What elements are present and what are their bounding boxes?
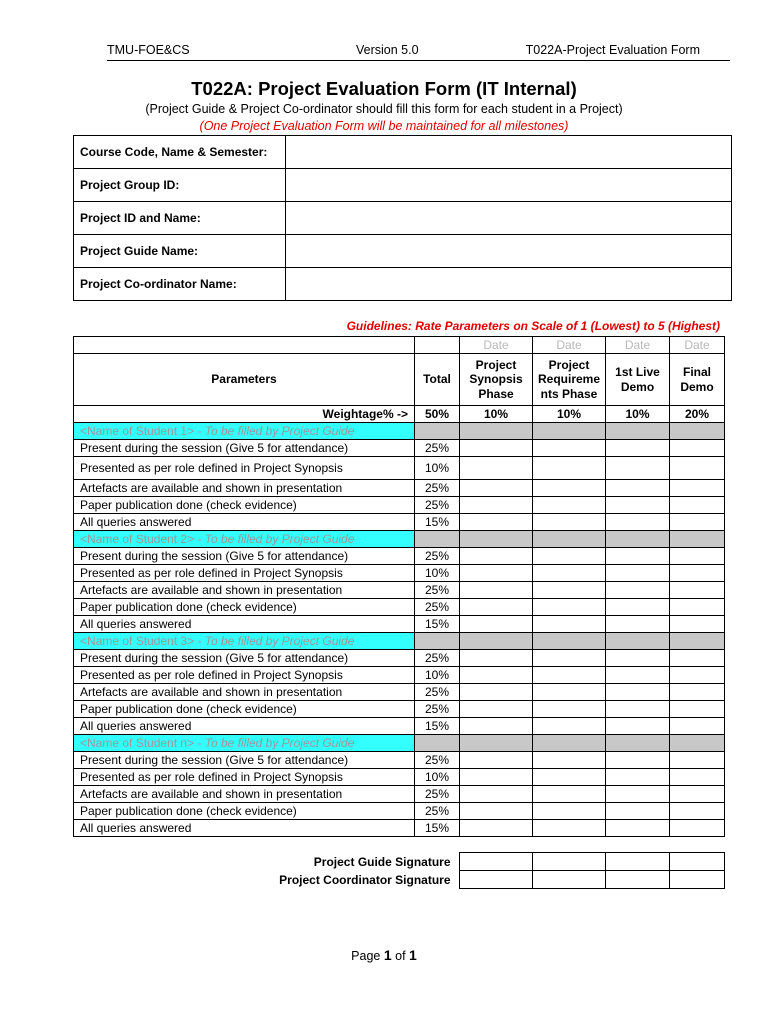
- student-gray-cell: [460, 735, 533, 752]
- parameter-label: Artefacts are available and shown in presentation: [74, 786, 415, 803]
- blank-cell: [725, 582, 754, 599]
- parameter-total: 25%: [415, 548, 460, 565]
- student-gray-cell: [460, 633, 533, 650]
- score-cell[interactable]: [606, 786, 670, 803]
- score-cell[interactable]: [460, 803, 533, 820]
- score-cell[interactable]: [533, 599, 606, 616]
- score-cell[interactable]: [533, 548, 606, 565]
- score-cell[interactable]: [606, 701, 670, 718]
- evaluation-table: [73, 336, 754, 837]
- signature-cell[interactable]: [669, 853, 724, 871]
- score-cell[interactable]: [606, 497, 670, 514]
- parameter-total: 10%: [415, 769, 460, 786]
- blank-cell: [725, 786, 754, 803]
- score-cell[interactable]: [533, 820, 606, 837]
- parameters-header: Parameters: [74, 354, 415, 406]
- score-cell[interactable]: [460, 684, 533, 701]
- score-cell[interactable]: [533, 769, 606, 786]
- score-cell[interactable]: [606, 616, 670, 633]
- student-gray-cell: [533, 423, 606, 440]
- parameter-row: [74, 497, 754, 514]
- parameter-row: [74, 803, 754, 820]
- student-gray-cell: [606, 633, 670, 650]
- score-cell[interactable]: [533, 582, 606, 599]
- blank-cell: [725, 633, 754, 650]
- score-cell[interactable]: [460, 565, 533, 582]
- score-cell[interactable]: [606, 514, 670, 531]
- parameter-total: 25%: [415, 582, 460, 599]
- info-label: Project Group ID:: [74, 169, 286, 202]
- parameter-total: 15%: [415, 718, 460, 735]
- score-cell[interactable]: [606, 599, 670, 616]
- phase-header: Project Synopsis Phase: [460, 354, 533, 406]
- blank-cell: [725, 718, 754, 735]
- student-gray-cell: [606, 531, 670, 548]
- score-cell[interactable]: [533, 457, 606, 480]
- student-gray-cell: [670, 735, 725, 752]
- signature-cell[interactable]: [459, 871, 532, 889]
- score-cell[interactable]: [670, 701, 725, 718]
- score-cell[interactable]: [670, 769, 725, 786]
- parameter-label: Artefacts are available and shown in presentation: [74, 582, 415, 599]
- blank-cell: [725, 337, 754, 354]
- score-cell[interactable]: [670, 718, 725, 735]
- blank-cell: [725, 423, 754, 440]
- parameter-label: Present during the session (Give 5 for attendance): [74, 650, 415, 667]
- signature-cell[interactable]: [669, 871, 724, 889]
- student-name-cell[interactable]: [74, 735, 415, 752]
- student-row: [74, 735, 754, 752]
- weightage-value: 10%: [606, 406, 670, 423]
- parameter-label: All queries answered: [74, 616, 415, 633]
- student-gray-cell: [460, 531, 533, 548]
- signature-cell[interactable]: [532, 853, 605, 871]
- blank-cell: [725, 803, 754, 820]
- score-cell[interactable]: [606, 582, 670, 599]
- student-gray-cell: [460, 423, 533, 440]
- weightage-value: 20%: [670, 406, 725, 423]
- score-cell[interactable]: [533, 440, 606, 457]
- footer-page-word: Page: [351, 949, 381, 963]
- parameter-total: 25%: [415, 650, 460, 667]
- parameter-row: [74, 684, 754, 701]
- parameter-label: Paper publication done (check evidence): [74, 599, 415, 616]
- score-cell[interactable]: [670, 457, 725, 480]
- signature-cell[interactable]: [532, 871, 605, 889]
- score-cell[interactable]: [533, 752, 606, 769]
- parameter-label: Presented as per role defined in Project Synopsis: [74, 667, 415, 684]
- parameter-row: [74, 701, 754, 718]
- parameter-total: 15%: [415, 820, 460, 837]
- parameter-row: [74, 667, 754, 684]
- date-cell[interactable]: Date: [606, 337, 670, 354]
- score-cell[interactable]: [533, 667, 606, 684]
- score-cell[interactable]: [460, 718, 533, 735]
- student-gray-cell: [533, 531, 606, 548]
- score-cell[interactable]: [460, 701, 533, 718]
- parameter-total: 10%: [415, 667, 460, 684]
- blank-cell: [725, 531, 754, 548]
- score-cell[interactable]: [533, 616, 606, 633]
- score-cell[interactable]: [670, 514, 725, 531]
- parameter-row: [74, 457, 754, 480]
- student-name: <Name of Student n>: [80, 736, 195, 750]
- info-value-field[interactable]: [286, 268, 732, 301]
- student-gray-cell: [415, 735, 460, 752]
- score-cell[interactable]: [606, 457, 670, 480]
- blank-cell: [725, 650, 754, 667]
- parameter-total: 25%: [415, 480, 460, 497]
- form-title: T022A: Project Evaluation Form (IT Internal): [191, 78, 577, 99]
- blank-cell: [725, 406, 754, 423]
- score-cell[interactable]: [670, 582, 725, 599]
- score-cell[interactable]: [670, 616, 725, 633]
- header-right: T022A-Project Evaluation Form: [525, 43, 700, 57]
- score-cell[interactable]: [606, 769, 670, 786]
- student-gray-cell: [606, 735, 670, 752]
- score-cell[interactable]: [533, 803, 606, 820]
- signature-cell[interactable]: [605, 871, 669, 889]
- student-name: <Name of Student 3>: [80, 634, 195, 648]
- score-cell[interactable]: [670, 497, 725, 514]
- info-value-field[interactable]: [286, 235, 732, 268]
- score-cell[interactable]: [460, 616, 533, 633]
- blank-cell: [725, 616, 754, 633]
- student-row: [74, 531, 754, 548]
- score-cell[interactable]: [460, 497, 533, 514]
- blank-cell: [725, 497, 754, 514]
- score-cell[interactable]: [460, 457, 533, 480]
- score-cell[interactable]: [460, 599, 533, 616]
- info-value-field[interactable]: [286, 202, 732, 235]
- form-subtitle-note: (One Project Evaluation Form will be maintained for all milestones): [199, 119, 569, 133]
- parameter-total: 15%: [415, 514, 460, 531]
- parameter-label: Present during the session (Give 5 for attendance): [74, 548, 415, 565]
- score-cell[interactable]: [670, 565, 725, 582]
- info-row: [74, 169, 732, 202]
- parameter-label: Paper publication done (check evidence): [74, 803, 415, 820]
- parameter-label: Present during the session (Give 5 for attendance): [74, 440, 415, 457]
- blank-cell: [725, 480, 754, 497]
- score-cell[interactable]: [670, 548, 725, 565]
- parameter-label: Paper publication done (check evidence): [74, 497, 415, 514]
- score-cell[interactable]: [460, 786, 533, 803]
- score-cell[interactable]: [606, 548, 670, 565]
- student-note: - To be filled by Project Guide: [194, 424, 355, 438]
- info-label: Project ID and Name:: [74, 202, 286, 235]
- info-row: [74, 202, 732, 235]
- footer-current-page: 1: [383, 947, 392, 963]
- blank-cell: [725, 514, 754, 531]
- empty-cell: [74, 337, 415, 354]
- parameter-total: 25%: [415, 497, 460, 514]
- weightage-value: 10%: [460, 406, 533, 423]
- parameter-label: All queries answered: [74, 718, 415, 735]
- score-cell[interactable]: [460, 548, 533, 565]
- parameter-total: 25%: [415, 599, 460, 616]
- score-cell[interactable]: [533, 497, 606, 514]
- score-cell[interactable]: [533, 650, 606, 667]
- blank-cell: [725, 820, 754, 837]
- phase-header: 1st Live Demo: [606, 354, 670, 406]
- score-cell[interactable]: [533, 514, 606, 531]
- parameter-total: 15%: [415, 616, 460, 633]
- blank-cell: [725, 440, 754, 457]
- info-value-field[interactable]: [286, 136, 732, 169]
- blank-cell: [725, 667, 754, 684]
- project-info-table: [73, 135, 732, 301]
- info-value-field[interactable]: [286, 169, 732, 202]
- parameter-row: [74, 752, 754, 769]
- phase-header: Project Requireme nts Phase: [533, 354, 606, 406]
- header-left: TMU-FOE&CS: [107, 43, 190, 57]
- guidelines-text: Guidelines: Rate Parameters on Scale of 1 (Lowest) to 5 (Highest): [346, 319, 720, 333]
- student-gray-cell: [533, 633, 606, 650]
- score-cell[interactable]: [460, 480, 533, 497]
- date-cell[interactable]: Date: [460, 337, 533, 354]
- score-cell[interactable]: [460, 514, 533, 531]
- student-name: <Name of Student 2>: [80, 532, 195, 546]
- student-gray-cell: [606, 423, 670, 440]
- score-cell[interactable]: [606, 820, 670, 837]
- date-cell[interactable]: Date: [670, 337, 725, 354]
- score-cell[interactable]: [606, 667, 670, 684]
- score-cell[interactable]: [670, 599, 725, 616]
- student-gray-cell: [415, 531, 460, 548]
- signature-cell[interactable]: [459, 853, 532, 871]
- parameter-label: Presented as per role defined in Project Synopsis: [74, 565, 415, 582]
- score-cell[interactable]: [670, 667, 725, 684]
- score-cell[interactable]: [460, 769, 533, 786]
- score-cell[interactable]: [606, 752, 670, 769]
- student-gray-cell: [415, 633, 460, 650]
- score-cell[interactable]: [670, 440, 725, 457]
- student-row: [74, 633, 754, 650]
- student-gray-cell: [670, 531, 725, 548]
- parameter-row: [74, 718, 754, 735]
- phase-header: Final Demo: [670, 354, 725, 406]
- student-note: - To be filled by Project Guide: [194, 634, 355, 648]
- blank-cell: [725, 565, 754, 582]
- score-cell[interactable]: [606, 718, 670, 735]
- parameter-row: [74, 820, 754, 837]
- date-cell[interactable]: Date: [533, 337, 606, 354]
- form-subtitle: (Project Guide & Project Co-ordinator should fill this form for each student in a Project): [145, 102, 623, 116]
- student-gray-cell: [670, 423, 725, 440]
- score-cell[interactable]: [606, 480, 670, 497]
- parameter-label: All queries answered: [74, 514, 415, 531]
- parameter-label: Artefacts are available and shown in presentation: [74, 684, 415, 701]
- score-cell[interactable]: [460, 667, 533, 684]
- parameter-total: 25%: [415, 752, 460, 769]
- parameter-row: [74, 599, 754, 616]
- score-cell[interactable]: [460, 650, 533, 667]
- score-cell[interactable]: [533, 786, 606, 803]
- info-label: Project Guide Name:: [74, 235, 286, 268]
- parameter-total: 25%: [415, 701, 460, 718]
- weightage-label: Weightage% ->: [74, 406, 415, 423]
- parameter-total: 25%: [415, 803, 460, 820]
- student-name: <Name of Student 1>: [80, 424, 195, 438]
- blank-cell: [725, 599, 754, 616]
- score-cell[interactable]: [606, 440, 670, 457]
- header-version: Version 5.0: [356, 43, 419, 57]
- score-cell[interactable]: [670, 650, 725, 667]
- parameter-row: [74, 565, 754, 582]
- parameter-label: Artefacts are available and shown in presentation: [74, 480, 415, 497]
- parameter-label: Paper publication done (check evidence): [74, 701, 415, 718]
- score-cell[interactable]: [670, 480, 725, 497]
- parameter-label: Presented as per role defined in Project Synopsis: [74, 769, 415, 786]
- weightage-total: 50%: [415, 406, 460, 423]
- parameter-total: 10%: [415, 565, 460, 582]
- student-name-cell[interactable]: [74, 633, 415, 650]
- student-name-cell[interactable]: [74, 423, 415, 440]
- date-row: [74, 337, 754, 354]
- parameter-row: [74, 548, 754, 565]
- blank-cell: [725, 457, 754, 480]
- student-gray-cell: [533, 735, 606, 752]
- student-note: - To be filled by Project Guide: [194, 736, 355, 750]
- weightage-value: 10%: [533, 406, 606, 423]
- parameter-row: [74, 650, 754, 667]
- parameter-row: [74, 480, 754, 497]
- blank-cell: [725, 769, 754, 786]
- signature-label: Project Coordinator Signature: [279, 872, 451, 887]
- info-label: Project Co-ordinator Name:: [74, 268, 286, 301]
- score-cell[interactable]: [460, 582, 533, 599]
- score-cell[interactable]: [533, 565, 606, 582]
- parameter-total: 25%: [415, 440, 460, 457]
- score-cell[interactable]: [460, 820, 533, 837]
- score-cell[interactable]: [670, 684, 725, 701]
- score-cell[interactable]: [533, 480, 606, 497]
- signature-table: [240, 852, 725, 889]
- student-row: [74, 423, 754, 440]
- parameter-label: Presented as per role defined in Project Synopsis: [74, 457, 415, 480]
- score-cell[interactable]: [670, 752, 725, 769]
- student-gray-cell: [670, 633, 725, 650]
- signature-cell[interactable]: [605, 853, 669, 871]
- student-name-cell[interactable]: [74, 531, 415, 548]
- parameter-row: [74, 582, 754, 599]
- info-label: Course Code, Name & Semester:: [74, 136, 286, 169]
- footer-total-pages: 1: [409, 947, 417, 963]
- score-cell[interactable]: [460, 440, 533, 457]
- blank-cell: [725, 548, 754, 565]
- score-cell[interactable]: [606, 803, 670, 820]
- parameter-label: All queries answered: [74, 820, 415, 837]
- student-gray-cell: [415, 423, 460, 440]
- parameter-row: [74, 514, 754, 531]
- parameter-total: 10%: [415, 457, 460, 480]
- parameter-row: [74, 616, 754, 633]
- score-cell[interactable]: [606, 565, 670, 582]
- header-row: [74, 354, 754, 406]
- score-cell[interactable]: [533, 718, 606, 735]
- score-cell[interactable]: [533, 701, 606, 718]
- blank-cell: [725, 684, 754, 701]
- info-row: [74, 136, 732, 169]
- parameter-label: Present during the session (Give 5 for attendance): [74, 752, 415, 769]
- footer-of-word: of: [395, 949, 406, 963]
- score-cell[interactable]: [606, 650, 670, 667]
- blank-cell: [725, 752, 754, 769]
- blank-cell: [725, 701, 754, 718]
- score-cell[interactable]: [460, 752, 533, 769]
- blank-cell: [725, 735, 754, 752]
- blank-cell: [725, 354, 754, 406]
- page-header: [107, 43, 730, 61]
- weightage-row: [74, 406, 754, 423]
- info-row: [74, 268, 732, 301]
- parameter-row: [74, 440, 754, 457]
- score-cell[interactable]: [670, 803, 725, 820]
- score-cell[interactable]: [533, 684, 606, 701]
- score-cell[interactable]: [670, 820, 725, 837]
- page-footer: [0, 947, 768, 963]
- score-cell[interactable]: [606, 684, 670, 701]
- parameter-row: [74, 786, 754, 803]
- student-note: - To be filled by Project Guide: [194, 532, 355, 546]
- signature-row: [240, 871, 724, 889]
- info-row: [74, 235, 732, 268]
- parameter-total: 25%: [415, 786, 460, 803]
- parameter-total: 25%: [415, 684, 460, 701]
- parameter-row: [74, 769, 754, 786]
- empty-cell: [415, 337, 460, 354]
- signature-label: Project Guide Signature: [313, 854, 451, 869]
- signature-row: [240, 853, 724, 871]
- total-header: Total: [415, 354, 460, 406]
- score-cell[interactable]: [670, 786, 725, 803]
